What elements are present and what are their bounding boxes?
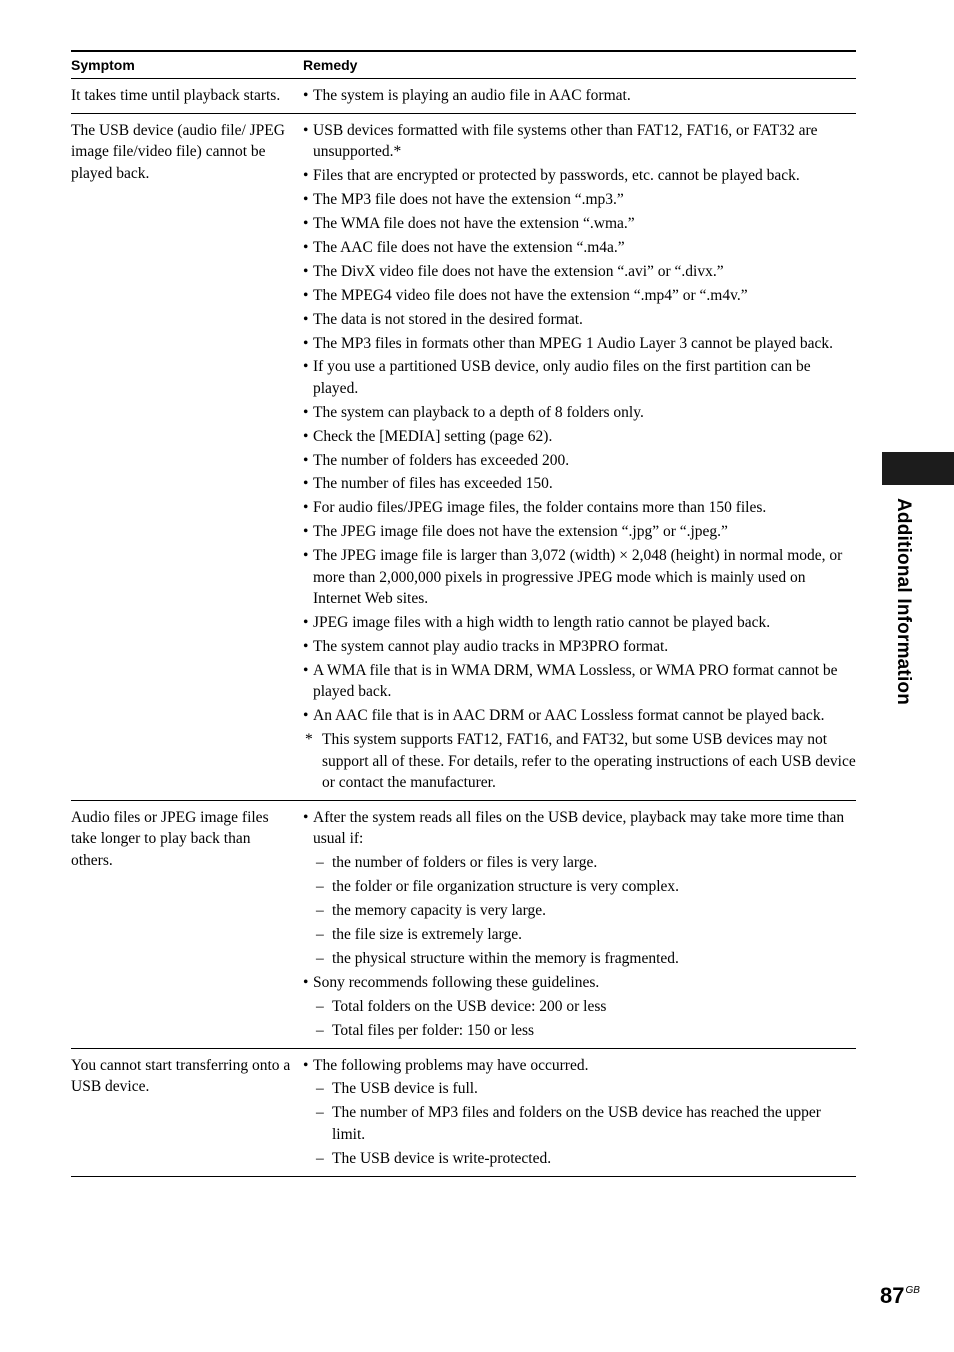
remedy-item: • The MP3 file does not have the extension “.mp3.” [303, 189, 856, 211]
remedy-cell [303, 114, 856, 796]
remedy-item: • The JPEG image file does not have the extension “.jpg” or “.jpeg.” [303, 521, 856, 543]
page-number-value: 87 [880, 1283, 905, 1308]
page-number [880, 1283, 920, 1309]
symptom-header: Symptom [71, 57, 135, 73]
table-body [71, 79, 856, 1177]
table-row [71, 1049, 856, 1177]
remedy-item: • The system can playback to a depth of 8 folders only. [303, 402, 856, 424]
remedy-item: • The AAC file does not have the extension “.m4a.” [303, 237, 856, 259]
remedy-item: • For audio files/JPEG image files, the folder contains more than 150 files. [303, 497, 856, 519]
sub-item: – the folder or file organization structure is very complex. [303, 876, 856, 898]
remedy-item: • USB devices formatted with file systems other than FAT12, FAT16, or FAT32 are unsupported.* [303, 120, 856, 163]
table-row [71, 801, 856, 1049]
remedy-item: • Check the [MEDIA] setting (page 62). [303, 426, 856, 448]
remedy-item: • The DivX video file does not have the extension “.avi” or “.divx.” [303, 261, 856, 283]
symptom-cell: It takes time until playback starts. [71, 87, 281, 104]
symptom-cell: You cannot start transferring onto a USB device. [71, 1056, 291, 1095]
sub-item: – the physical structure within the memory is fragmented. [303, 948, 856, 970]
remedy-item: • Files that are encrypted or protected by passwords, etc. cannot be played back. [303, 165, 856, 187]
sub-item: – the file size is extremely large. [303, 924, 856, 946]
sub-item: – The USB device is write-protected. [303, 1148, 856, 1170]
remedy-item: • Sony recommends following these guidelines. [303, 972, 856, 994]
table-row [71, 114, 856, 801]
remedy-item: • After the system reads all files on the USB device, playback may take more time than usual if: [303, 807, 856, 850]
table-header [71, 52, 856, 79]
remedy-cell [303, 801, 856, 1044]
remedy-item: • A WMA file that is in WMA DRM, WMA Lossless, or WMA PRO format cannot be played back. [303, 660, 856, 703]
remedy-item: • The JPEG image file is larger than 3,072 (width) × 2,048 (height) in normal mode, or more than 2,000,000 pixels in progressive JPEG mode which is mainly used on Internet Web sites. [303, 545, 856, 610]
symptom-cell: The USB device (audio file/ JPEG image file/video file) cannot be played back. [71, 121, 285, 182]
remedy-item: • The MPEG4 video file does not have the extension “.mp4” or “.m4v.” [303, 285, 856, 307]
table-row [71, 79, 856, 114]
region-code: GB [905, 1285, 920, 1296]
remedy-item: • JPEG image files with a high width to length ratio cannot be played back. [303, 612, 856, 634]
section-label: Additional Information [893, 498, 914, 706]
remedy-cell [303, 1049, 856, 1172]
sub-item: – Total files per folder: 150 or less [303, 1020, 856, 1042]
remedy-item: • The WMA file does not have the extension “.wma.” [303, 213, 856, 235]
remedy-item: • The number of folders has exceeded 200. [303, 450, 856, 472]
footnote: * This system supports FAT12, FAT16, and FAT32, but some USB devices may not support all of these. For details, refer to the operating instructions of each USB device or contact the manufacturer. [303, 729, 856, 794]
sub-item: – The USB device is full. [303, 1078, 856, 1100]
troubleshooting-table [71, 50, 856, 1177]
remedy-item: • The number of files has exceeded 150. [303, 473, 856, 495]
sub-item: – The number of MP3 files and folders on the USB device has reached the upper limit. [303, 1102, 856, 1145]
sub-item: – the number of folders or files is very large. [303, 852, 856, 874]
remedy-item: • The data is not stored in the desired format. [303, 309, 856, 331]
remedy-item: • The system cannot play audio tracks in MP3PRO format. [303, 636, 856, 658]
remedy-item: • The following problems may have occurred. [303, 1055, 856, 1077]
remedy-item: • The MP3 files in formats other than MPEG 1 Audio Layer 3 cannot be played back. [303, 333, 856, 355]
remedy-item: • If you use a partitioned USB device, only audio files on the first partition can be played. [303, 356, 856, 399]
sub-item: – Total folders on the USB device: 200 or less [303, 996, 856, 1018]
sub-item: – the memory capacity is very large. [303, 900, 856, 922]
remedy-item: • The system is playing an audio file in AAC format. [303, 85, 856, 107]
remedy-header: Remedy [303, 57, 358, 73]
symptom-cell: Audio files or JPEG image files take longer to play back than others. [71, 808, 269, 869]
section-tab-marker [882, 452, 954, 485]
remedy-cell [303, 79, 856, 109]
remedy-item: • An AAC file that is in AAC DRM or AAC Lossless format cannot be played back. [303, 705, 856, 727]
